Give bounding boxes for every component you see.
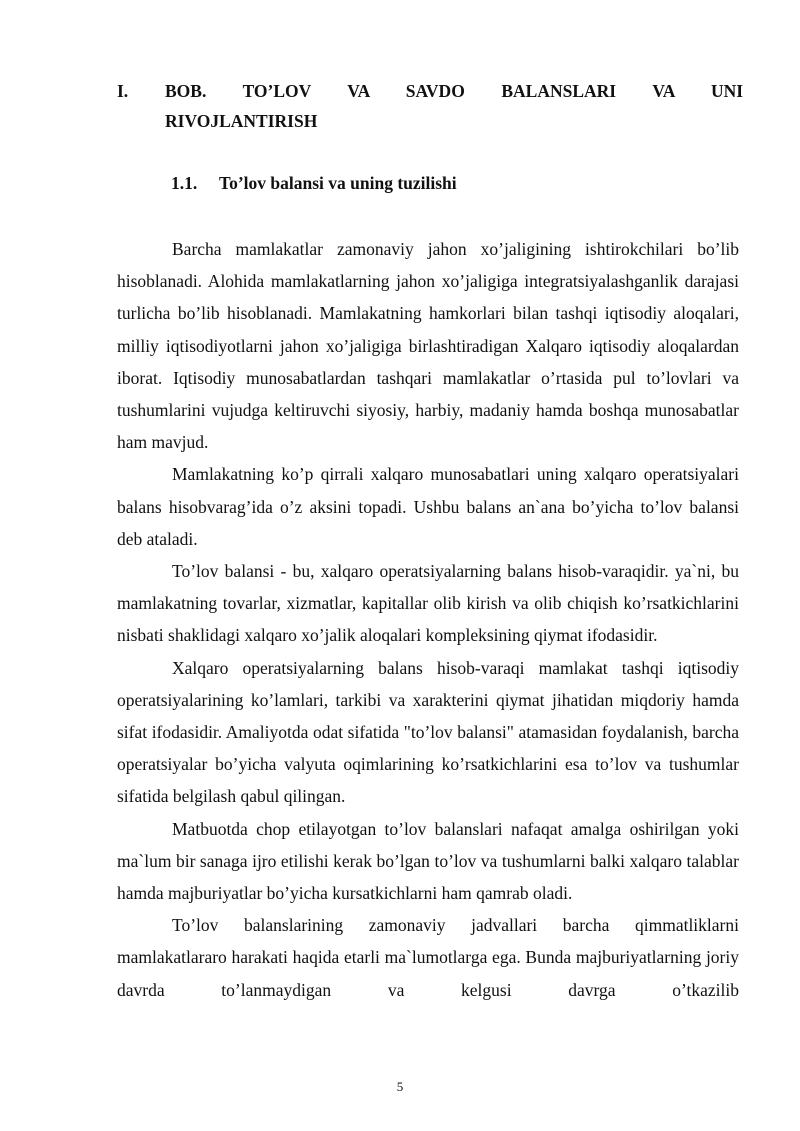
chapter-title-line1	[165, 76, 743, 106]
page-number: 5	[396, 1079, 404, 1094]
chapter-title-word: VA	[347, 81, 370, 101]
chapter-number: I.	[117, 81, 129, 101]
chapter-title-word: BOB.	[165, 81, 207, 101]
chapter-title-word: UNI	[710, 81, 744, 101]
paragraph: Matbuotda chop etilayotgan to’lov balanslari nafaqat amalga oshirilgan yoki ma`lum bir sanaga ijro etilishi kerak bo’lgan to’lov va tushumlarni balki xalqaro talablar hamda majburiyatlar bo’yicha kursatkichlarni ham qamrab oladi.	[117, 818, 739, 904]
paragraph: To’lov balansi - bu, xalqaro operatsiyalarning balans hisob-varaqidir. ya`ni, bu mamlakatning tovarlar, xizmatlar, kapitallar olib kirish va olib chiqish ko’rsatkichlarini nisbati shaklidagi xalqaro xo’jalik aloqalari kompleksining qiymat ifodasidir.	[117, 561, 739, 646]
chapter-title-line2: RIVOJLANTIRISH	[165, 111, 318, 131]
paragraph: Barcha mamlakatlar zamonaviy jahon xo’jaligining ishtirokchilari bo’lib hisoblanadi. Alohida mamlakatlarning jahon xo’jaligiga integratsiyalashganlik darajasi turlicha bo’lib hisoblanadi. Mamlakatning hamkorlari bilan tashqi iqtisodiy aloqalari, milliy iqtisodiyotlarni jahon xo’jaligiga birlashtiradigan Xalqaro iqtisodiy aloqalardan iborat. Iqtisodiy munosabatlardan tashqari mamlakatlar o’rtasida pul to’lovlari va tushumlarini vujudga keltiruvchi siyosiy, harbiy, madaniy hamda boshqa munosabatlar ham mavjud.	[117, 239, 739, 453]
body-text	[117, 233, 739, 1006]
section-title: To’lov balansi va uning tuzilishi	[219, 173, 457, 193]
chapter-title-word: BALANSLARI	[501, 81, 617, 101]
paragraph: To’lov balanslarining zamonaviy jadvallari barcha qimmatliklarni mamlakatlararo harakati haqida etarli ma`lumotlarga ega. Bunda majburiyatlarning joriy davrda to’lanmaydigan va kelgusi davrga o’tkazilib	[117, 915, 739, 1000]
chapter-title-word: TO’LOV	[242, 81, 311, 101]
chapter-title-word: VA	[652, 81, 675, 101]
chapter-title-word: SAVDO	[405, 81, 465, 101]
paragraph: Mamlakatning ko’p qirrali xalqaro munosabatlari uning xalqaro operatsiyalari balans hisobvarag’ida o’z aksini topadi. Ushbu balans an`ana bo’yicha to’lov balansi deb ataladi.	[117, 464, 739, 549]
section-heading	[171, 173, 457, 194]
paragraph: Xalqaro operatsiyalarning balans hisob-varaqi mamlakat tashqi iqtisodiy operatsiyalarining ko’lamlari, tarkibi va xarakterini qiymat jihatidan miqdoriy hamda sifat ifodasidir. Amaliyotda odat sifatida "to’lov balansi" atamasidan foydalanish, barcha operatsiyalar bo’yicha valyuta oqimlarining ko’rsatkichlarini esa to’lov va tushumlar sifatida belgilash qabul qilingan.	[117, 657, 739, 807]
section-number: 1.1.	[171, 173, 198, 193]
